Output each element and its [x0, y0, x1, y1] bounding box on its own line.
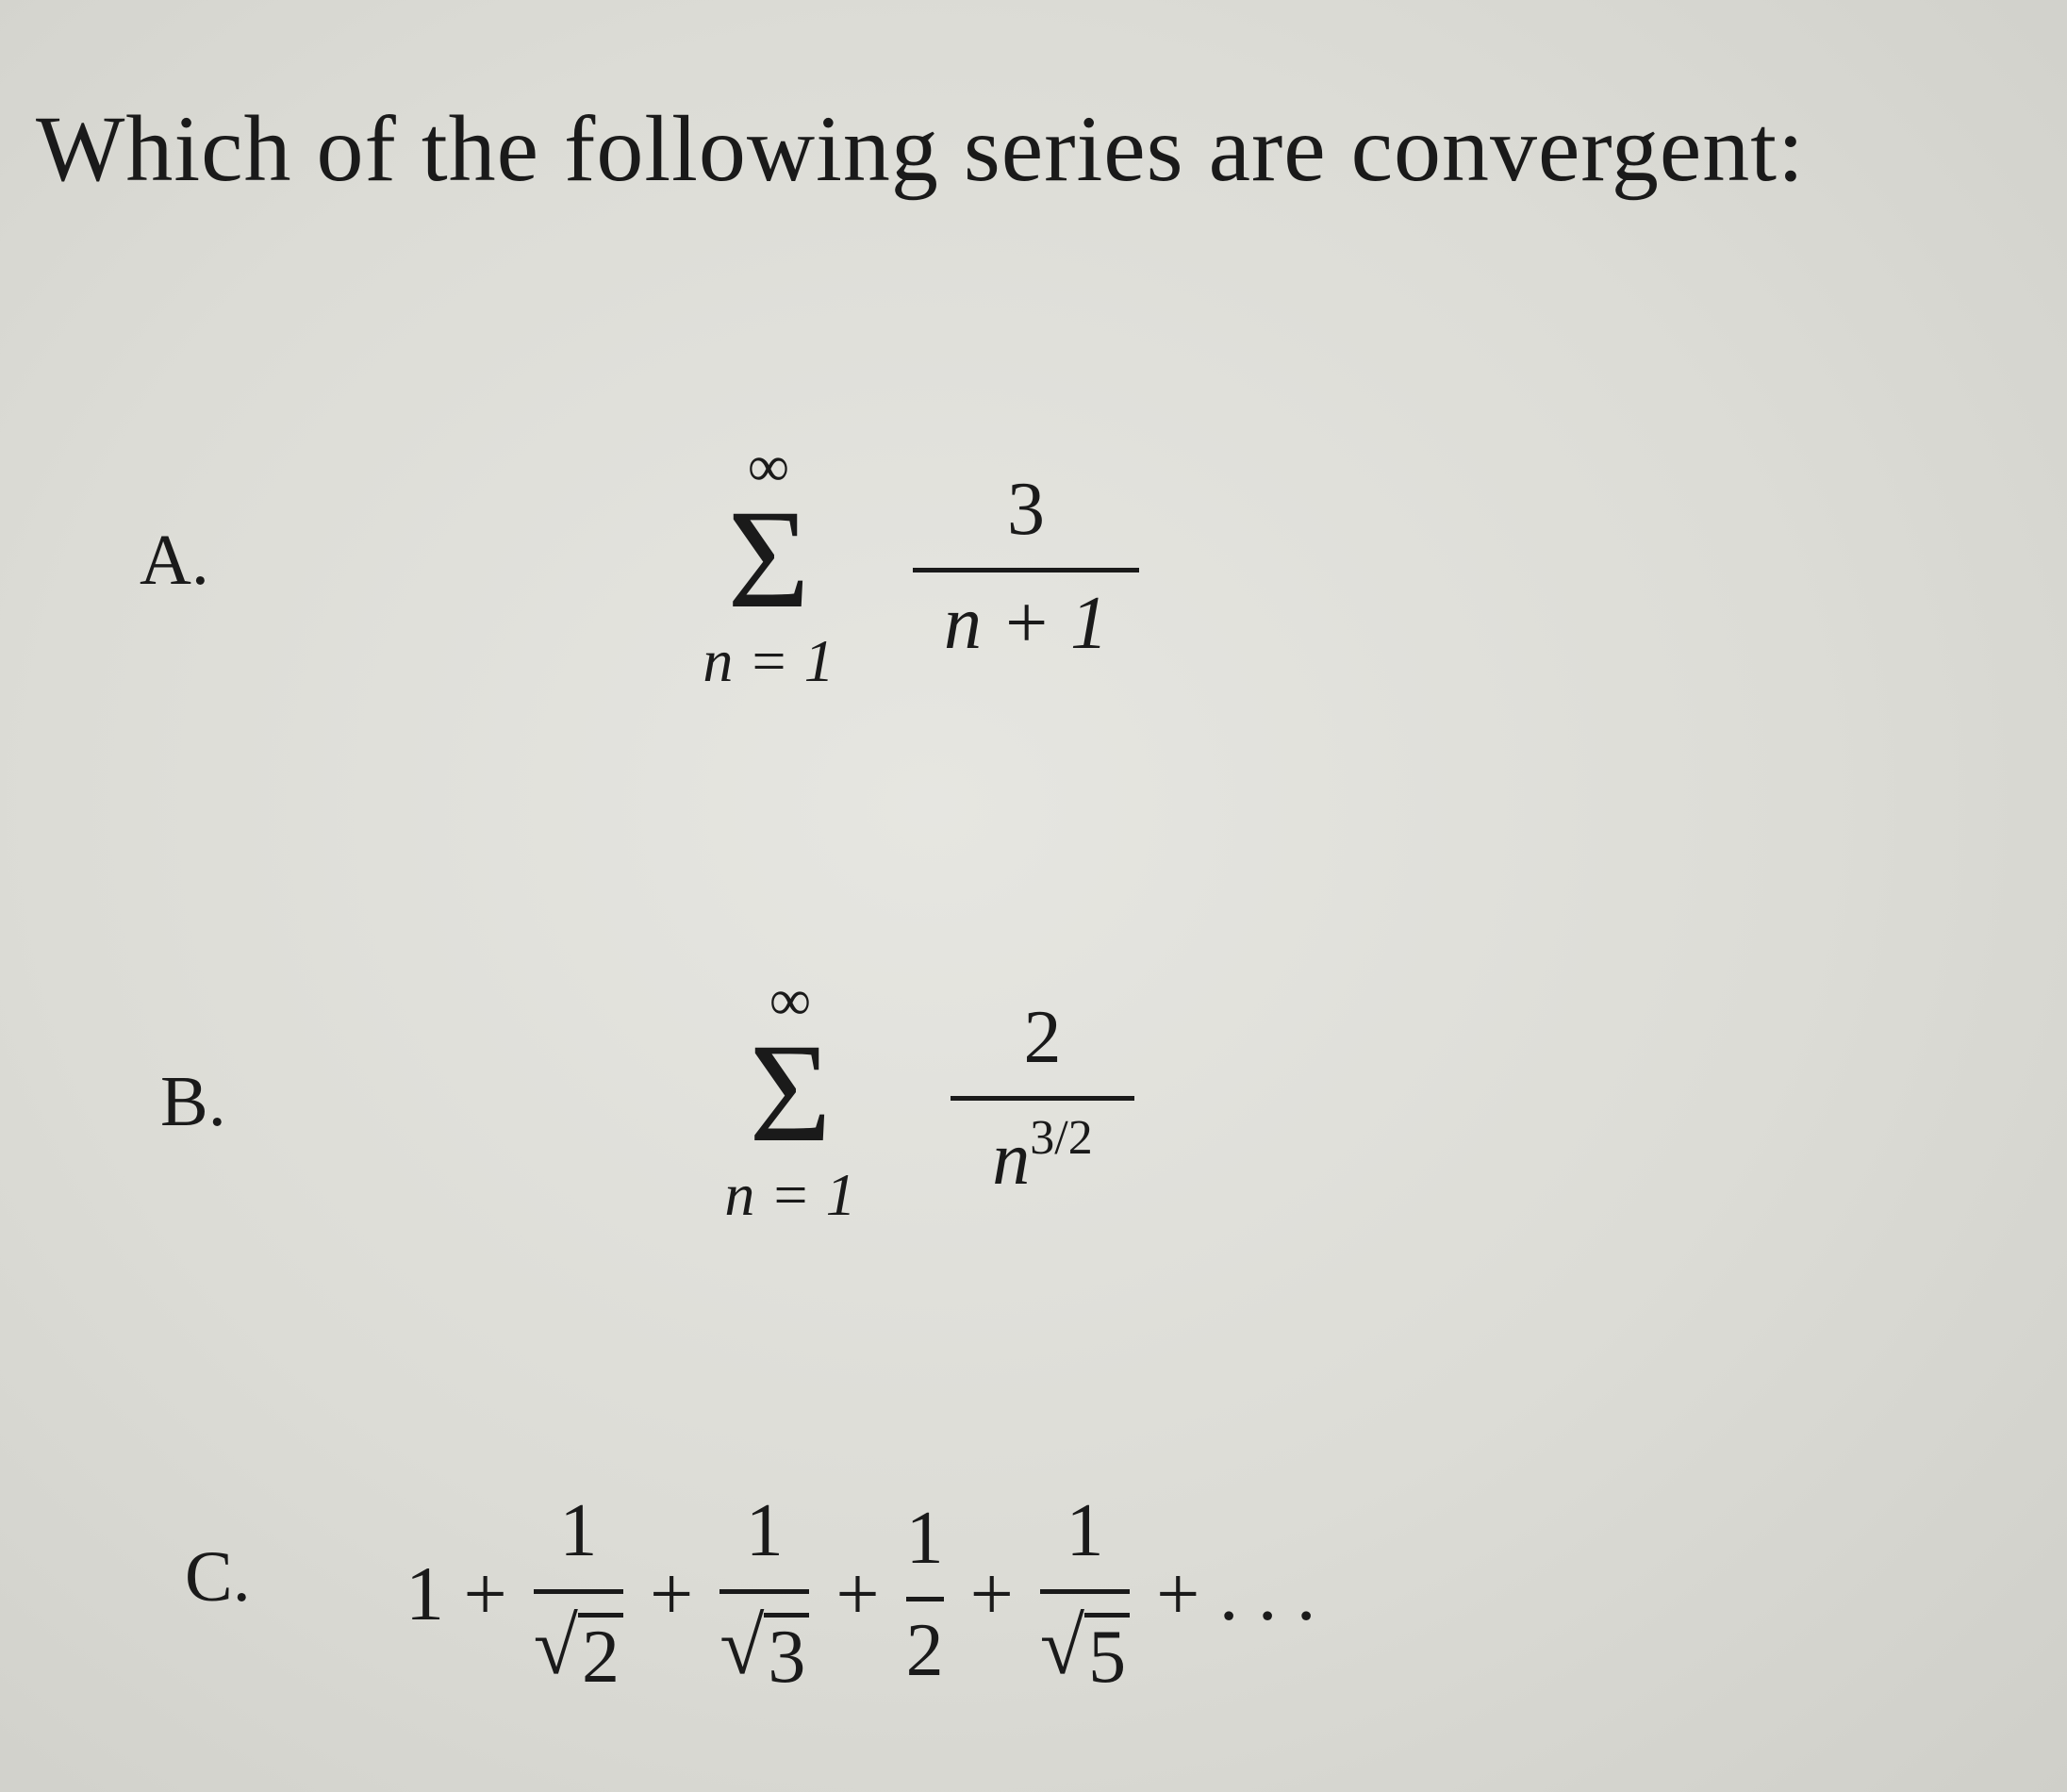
option-c-term-1	[533, 1489, 623, 1699]
option-c-term-3	[905, 1496, 944, 1692]
option-b-sigma-symbol: Σ	[749, 1015, 832, 1171]
option-b-fraction	[951, 996, 1134, 1201]
option-b-upper-limit: ∞	[769, 969, 812, 1033]
option-b-denominator	[992, 1101, 1093, 1201]
option-b-denominator-exponent: 3/2	[1030, 1111, 1093, 1165]
option-c-term-4	[1039, 1489, 1130, 1699]
option-a-summation	[698, 435, 839, 694]
option-b-summation	[719, 969, 861, 1228]
option-b-numerator: 2	[1023, 996, 1062, 1079]
option-a-fraction	[913, 468, 1139, 665]
option-c-term-3-denominator: 2	[905, 1608, 944, 1692]
option-a-lower-limit: n = 1	[703, 627, 835, 694]
option-c-term-1-denominator	[533, 1594, 623, 1699]
option-b-lower-limit: n = 1	[724, 1161, 856, 1228]
option-a-sigma-symbol: Σ	[727, 481, 810, 638]
option-c-term-1-numerator: 1	[559, 1489, 598, 1572]
option-c-term-2-radicand: 3	[764, 1613, 809, 1695]
option-c-term-1-radical: √	[533, 1601, 578, 1691]
option-b-denominator-base: n	[992, 1118, 1031, 1201]
option-c-term-4-numerator: 1	[1066, 1489, 1104, 1572]
option-c-term-1-radicand: 2	[578, 1613, 623, 1695]
option-c-first-term: 1 +	[405, 1551, 507, 1636]
option-c-label: C.	[185, 1537, 251, 1617]
option-c-series	[396, 1471, 1325, 1717]
option-c-term-3-numerator: 1	[905, 1496, 944, 1580]
question-text: Which of the following series are convergent:	[36, 96, 1805, 201]
option-b-label: B.	[160, 1062, 226, 1141]
option-c-term-4-denominator	[1039, 1594, 1130, 1699]
option-c-term-2	[719, 1489, 809, 1699]
option-c-ellipsis: + . . .	[1156, 1551, 1316, 1636]
option-c-term-4-radical: √	[1039, 1601, 1085, 1691]
option-c-plus-3: +	[969, 1551, 1014, 1636]
option-c-term-4-radicand: 5	[1084, 1613, 1130, 1695]
option-a-label: A.	[140, 521, 209, 600]
option-c-plus-2: +	[835, 1551, 880, 1636]
option-c-term-2-radical: √	[719, 1601, 765, 1691]
option-a-upper-limit: ∞	[747, 435, 790, 499]
option-a-denominator: n + 1	[944, 582, 1108, 665]
option-c-term-2-denominator	[719, 1594, 809, 1699]
option-c-plus-1: +	[649, 1551, 694, 1636]
option-c-term-2-numerator: 1	[745, 1489, 784, 1572]
option-a-numerator: 3	[1007, 468, 1045, 551]
